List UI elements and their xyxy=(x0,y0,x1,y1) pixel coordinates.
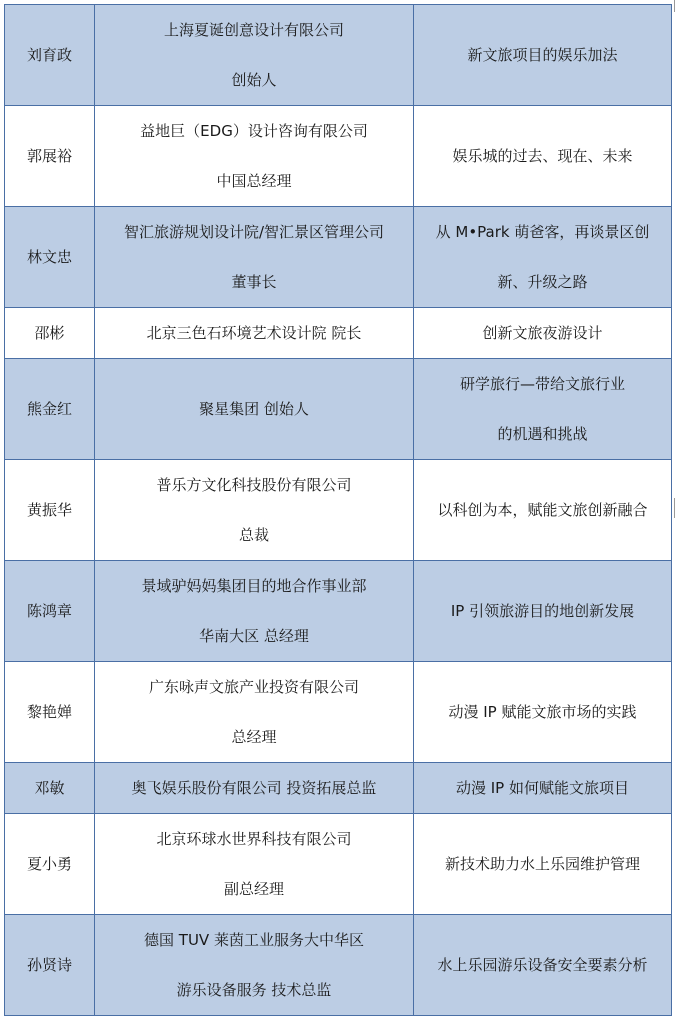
speech-topic-cell xyxy=(414,915,672,1016)
topic-line: 的机遇和挑战 xyxy=(497,425,588,443)
table-row xyxy=(5,207,672,308)
speaker-organization-cell xyxy=(95,359,414,460)
speech-topic-cell xyxy=(414,763,672,814)
topic-line: 水上乐园游乐设备安全要素分析 xyxy=(437,956,648,974)
speaker-name: 刘育政 xyxy=(5,5,95,106)
organization-line: 广东咏声文旅产业投资有限公司 xyxy=(148,678,359,696)
speaker-organization-cell xyxy=(95,763,414,814)
speech-topic-cell xyxy=(414,460,672,561)
speaker-table-body xyxy=(5,5,672,1016)
table-row xyxy=(5,359,672,460)
topic-line: 动漫 IP 赋能文旅市场的实践 xyxy=(448,703,637,721)
topic-line: 娱乐城的过去、现在、未来 xyxy=(452,147,633,165)
organization-line: 聚星集团 创始人 xyxy=(199,400,309,418)
topic-line: 动漫 IP 如何赋能文旅项目 xyxy=(455,779,629,797)
speaker-organization-cell xyxy=(95,460,414,561)
speaker-name: 黄振华 xyxy=(5,460,95,561)
table-row xyxy=(5,814,672,915)
page-edge-mark xyxy=(674,0,678,12)
speaker-organization-cell xyxy=(95,308,414,359)
speaker-organization-cell xyxy=(95,5,414,106)
organization-line: 益地巨（EDG）设计咨询有限公司 xyxy=(140,122,368,140)
speaker-name: 陈鸿章 xyxy=(5,561,95,662)
speaker-name: 孙贤诗 xyxy=(5,915,95,1016)
topic-line: 研学旅行—带给文旅行业 xyxy=(459,375,625,393)
page-edge-mark xyxy=(674,498,678,518)
organization-line: 智汇旅游规划设计院/智汇景区管理公司 xyxy=(123,223,385,241)
topic-line: 新、升级之路 xyxy=(497,273,588,291)
speech-topic-cell xyxy=(414,359,672,460)
organization-line: 中国总经理 xyxy=(216,172,292,190)
organization-line: 游乐设备服务 技术总监 xyxy=(176,981,332,999)
topic-line: 从 M•Park 萌爸客，再谈景区创 xyxy=(435,223,650,241)
speaker-name: 邵彬 xyxy=(5,308,95,359)
speaker-name: 郭展裕 xyxy=(5,106,95,207)
table-row xyxy=(5,915,672,1016)
speaker-name: 夏小勇 xyxy=(5,814,95,915)
organization-line: 奥飞娱乐股份有限公司 投资拓展总监 xyxy=(131,779,377,797)
organization-line: 华南大区 总经理 xyxy=(199,627,309,645)
speech-topic-cell xyxy=(414,814,672,915)
speaker-organization-cell xyxy=(95,814,414,915)
organization-line: 德国 TUV 莱茵工业服务大中华区 xyxy=(144,931,364,949)
speech-topic-cell xyxy=(414,662,672,763)
organization-line: 总裁 xyxy=(238,526,269,544)
organization-line: 北京环球水世界科技有限公司 xyxy=(156,830,352,848)
speech-topic-cell xyxy=(414,5,672,106)
speaker-organization-cell xyxy=(95,561,414,662)
speaker-name: 邓敏 xyxy=(5,763,95,814)
speaker-name: 林文忠 xyxy=(5,207,95,308)
topic-line: IP 引领旅游目的地创新发展 xyxy=(450,602,635,620)
table-row xyxy=(5,106,672,207)
table-row xyxy=(5,308,672,359)
organization-line: 景域驴妈妈集团目的地合作事业部 xyxy=(141,577,367,595)
organization-line: 副总经理 xyxy=(223,880,284,898)
speaker-organization-cell xyxy=(95,106,414,207)
speech-topic-cell xyxy=(414,207,672,308)
speech-topic-cell xyxy=(414,561,672,662)
topic-line: 以科创为本，赋能文旅创新融合 xyxy=(437,501,648,519)
speaker-organization-cell xyxy=(95,207,414,308)
speech-topic-cell xyxy=(414,106,672,207)
table-row xyxy=(5,662,672,763)
table-row xyxy=(5,5,672,106)
speaker-name: 黎艳婵 xyxy=(5,662,95,763)
table-row xyxy=(5,561,672,662)
organization-line: 普乐方文化科技股份有限公司 xyxy=(156,476,352,494)
organization-line: 创始人 xyxy=(231,71,277,89)
speaker-table xyxy=(4,4,672,1016)
organization-line: 上海夏诞创意设计有限公司 xyxy=(163,21,344,39)
speaker-organization-cell xyxy=(95,662,414,763)
topic-line: 新技术助力水上乐园维护管理 xyxy=(444,855,640,873)
topic-line: 创新文旅夜游设计 xyxy=(482,324,603,342)
organization-line: 董事长 xyxy=(231,273,277,291)
speaker-name: 熊金红 xyxy=(5,359,95,460)
topic-line: 新文旅项目的娱乐加法 xyxy=(467,46,618,64)
organization-line: 北京三色石环境艺术设计院 院长 xyxy=(146,324,362,342)
table-row xyxy=(5,460,672,561)
speaker-organization-cell xyxy=(95,915,414,1016)
organization-line: 总经理 xyxy=(231,728,277,746)
speech-topic-cell xyxy=(414,308,672,359)
table-row xyxy=(5,763,672,814)
